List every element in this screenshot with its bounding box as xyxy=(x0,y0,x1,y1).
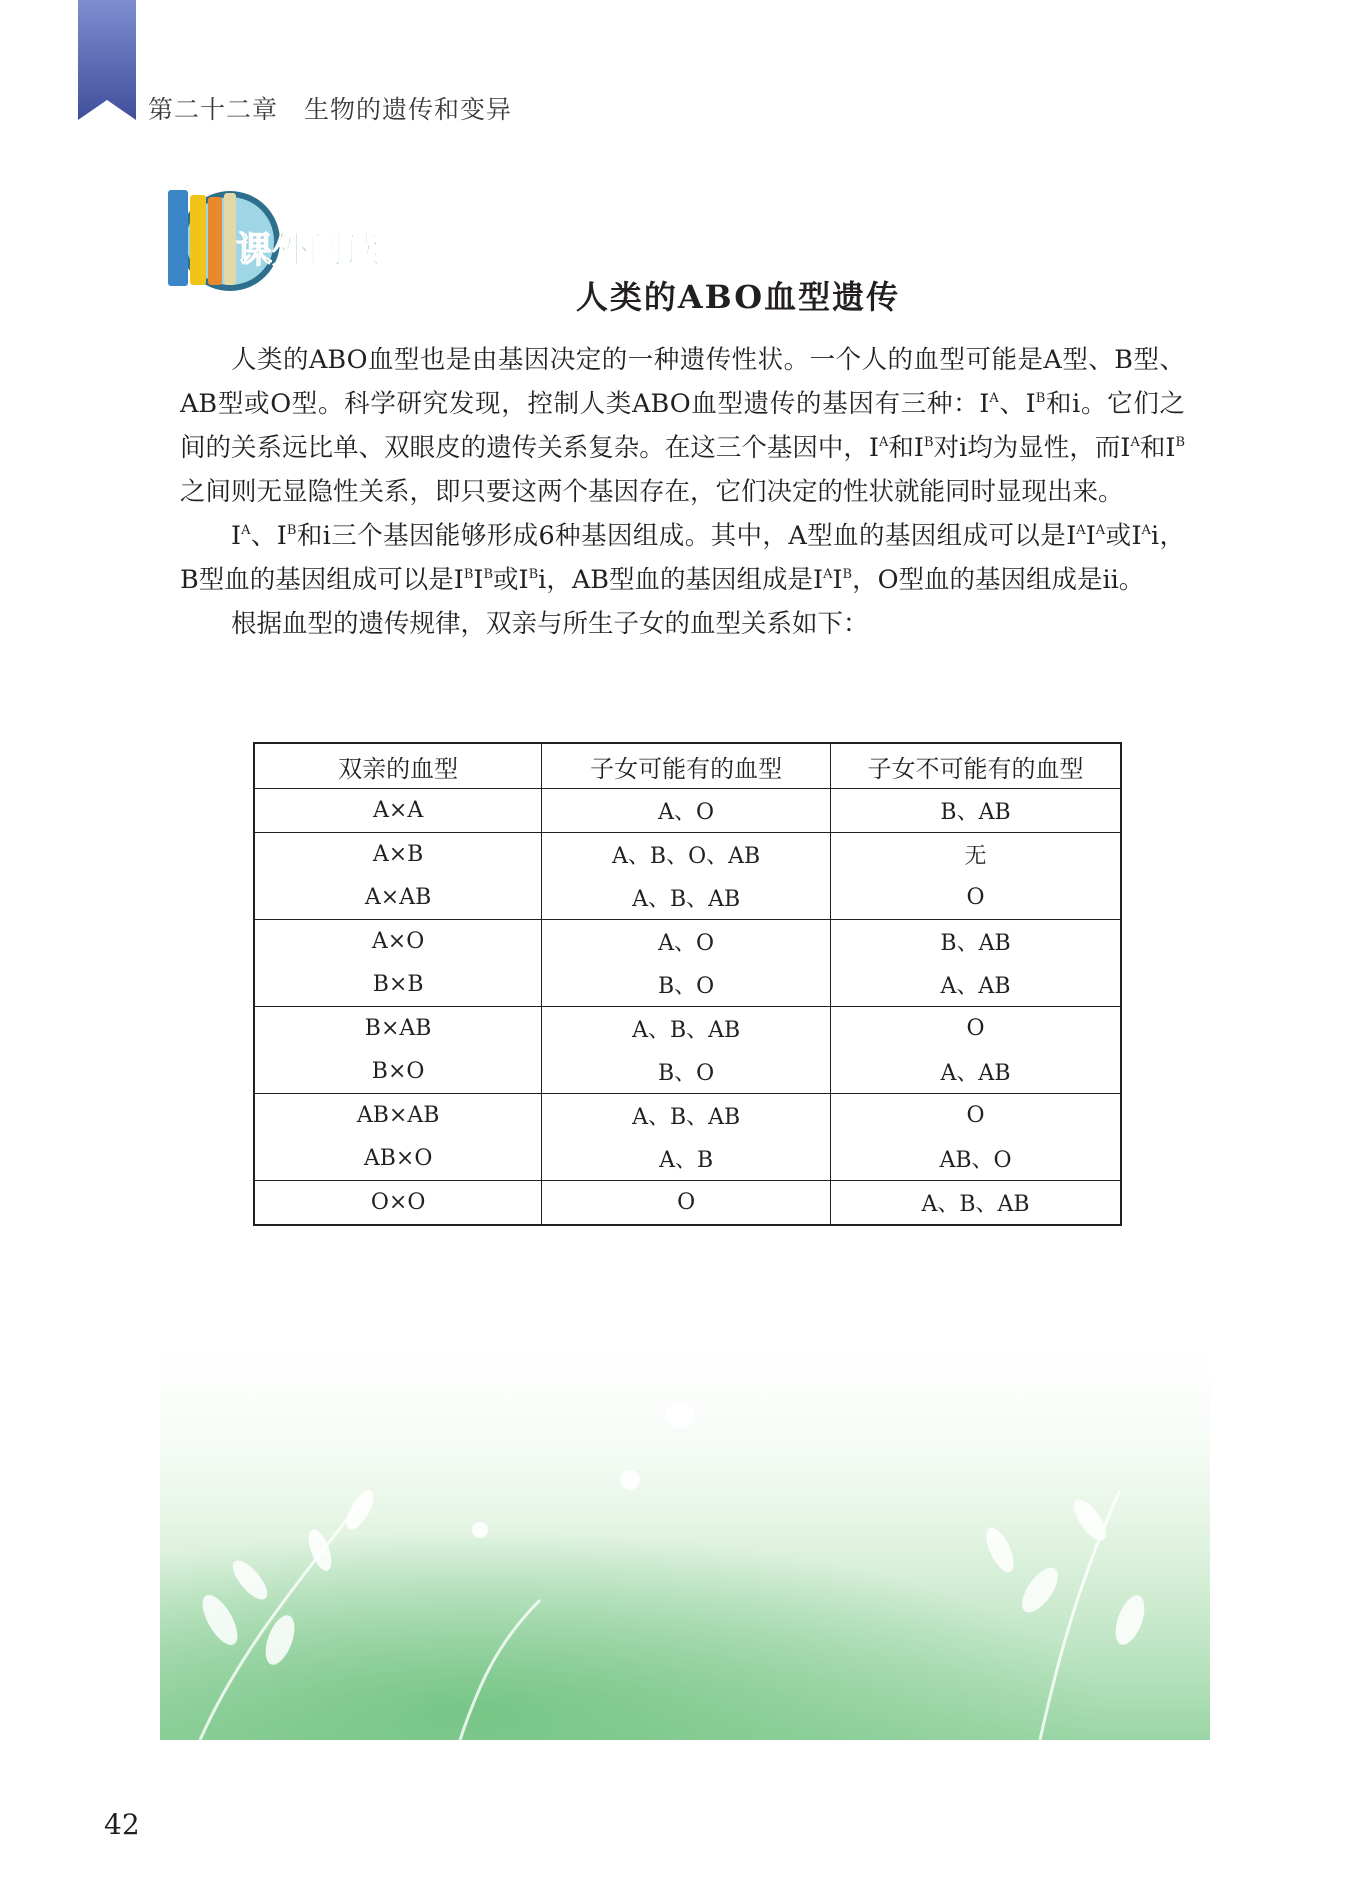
table-cell: O xyxy=(966,1016,985,1041)
table-header: 子女可能有的血型 xyxy=(542,743,831,789)
table-cell: A、O xyxy=(542,920,831,964)
table-cell: A×A xyxy=(254,789,542,833)
table-cell: A、B xyxy=(542,1137,831,1181)
chapter-number: 第二十二章 xyxy=(148,95,279,124)
superscript: B xyxy=(528,567,539,582)
table-row xyxy=(254,1137,1121,1181)
table-cell: B、O xyxy=(542,1050,831,1094)
text-run: I xyxy=(832,565,843,595)
chapter-name: 生物的遗传和变异 xyxy=(304,95,513,124)
text-run: I xyxy=(231,521,242,551)
text-run: 对i均为显性，而I xyxy=(933,433,1131,463)
table-cell: A、B、AB xyxy=(542,876,831,920)
chapter-heading xyxy=(148,90,512,126)
superscript: B xyxy=(286,523,297,538)
superscript: B xyxy=(463,567,474,582)
text-run: 和I xyxy=(1139,433,1176,463)
table-cell: A×O xyxy=(254,920,542,964)
table-row xyxy=(254,920,1121,964)
table-cell: A、B、O、AB xyxy=(542,833,831,877)
table-row xyxy=(254,833,1121,877)
table-row xyxy=(254,1181,1121,1226)
superscript: A xyxy=(879,435,889,450)
table-cell: A×AB xyxy=(254,876,542,920)
table-cell: AB×AB xyxy=(254,1094,542,1138)
superscript: B xyxy=(842,567,853,582)
table-cell: A、O xyxy=(542,789,831,833)
page-number: 42 xyxy=(104,1808,140,1841)
blood-type-table xyxy=(253,742,1122,1226)
botanical-decoration xyxy=(160,1320,1210,1740)
table-cell: A×B xyxy=(254,833,542,877)
table-cell: 无 xyxy=(964,844,987,869)
text-run: 、I xyxy=(250,521,287,551)
article-title: 人类的ABO血型遗传 xyxy=(575,278,901,316)
table-row xyxy=(254,1094,1121,1138)
table-cell: B×O xyxy=(254,1050,542,1094)
table-row xyxy=(254,789,1121,833)
text-run: I xyxy=(473,565,484,595)
table-cell: B、O xyxy=(542,963,831,1007)
superscript: A xyxy=(1076,523,1086,538)
paragraph-1 xyxy=(180,338,1185,514)
text-run: ，O型血的基因组成是ii。 xyxy=(852,565,1145,595)
text-run: 之间则无显隐性关系，即只要这两个基因存在，它们决定的性状就能同时显现出来。 xyxy=(180,477,1124,507)
superscript: A xyxy=(241,523,251,538)
text-run: 和i三个基因能够形成6种基因组成。其中，A型血的基因组成可以是I xyxy=(296,521,1077,551)
superscript: B xyxy=(1175,435,1185,450)
superscript: A xyxy=(1141,523,1151,538)
table-cell: O xyxy=(966,1103,985,1128)
table-cell: O xyxy=(542,1181,831,1226)
table-cell: B×B xyxy=(254,963,542,1007)
table-cell: A、B、AB xyxy=(542,1094,831,1138)
table-cell: O×O xyxy=(254,1181,542,1226)
superscript: A xyxy=(989,391,999,406)
table-cell: A、B、AB xyxy=(542,1007,831,1051)
chapter-ribbon xyxy=(78,0,136,120)
table-header-row xyxy=(254,743,1121,789)
table-header: 子女不可能有的血型 xyxy=(831,743,1121,789)
paragraph-2 xyxy=(180,514,1185,602)
table-cell: A、AB xyxy=(831,1050,1121,1094)
superscript: B xyxy=(924,435,934,450)
text-run: i，AB型血的基因组成是I xyxy=(538,565,824,595)
table-row xyxy=(254,963,1121,1007)
table-cell: B×AB xyxy=(254,1007,542,1051)
table-cell: A、B、AB xyxy=(921,1192,1030,1217)
superscript: A xyxy=(1095,523,1106,538)
text-run: 、I xyxy=(998,389,1036,419)
text-run: I xyxy=(1085,521,1096,551)
table-cell: A、AB xyxy=(831,963,1121,1007)
table-cell: AB×O xyxy=(254,1137,542,1181)
text-run: 或I xyxy=(493,565,529,595)
table-cell: O xyxy=(831,876,1121,920)
table-row xyxy=(254,1050,1121,1094)
table-header: 双亲的血型 xyxy=(254,743,542,789)
text-run: 和i。它们之间的关系远比单、双眼皮的遗传关系复杂。在这三个基因中，I xyxy=(180,389,1185,463)
logo-text: 课外阅读 xyxy=(236,230,381,271)
table-cell: AB、O xyxy=(831,1137,1121,1181)
superscript: A xyxy=(823,567,833,582)
text-run: i，B型血的基因组成可以是I xyxy=(180,521,1185,595)
article-body xyxy=(180,338,1185,646)
text-run: 或I xyxy=(1105,521,1142,551)
superscript: A xyxy=(1130,435,1140,450)
superscript: B xyxy=(483,567,494,582)
table-row xyxy=(254,1007,1121,1051)
superscript: B xyxy=(1035,391,1046,406)
text-run: 和I xyxy=(888,433,924,463)
text-run: 人类的ABO血型也是由基因决定的一种遗传性状。一个人的血型可能是A型、B型、AB型或O型。科学研究发现，控制人类ABO血型遗传的基因有三种：I xyxy=(180,345,1185,419)
table-intro: 根据血型的遗传规律，双亲与所生子女的血型关系如下： xyxy=(231,609,869,639)
table-cell: B、AB xyxy=(831,789,1121,833)
table-cell: B、AB xyxy=(940,931,1011,956)
table-row xyxy=(254,876,1121,920)
